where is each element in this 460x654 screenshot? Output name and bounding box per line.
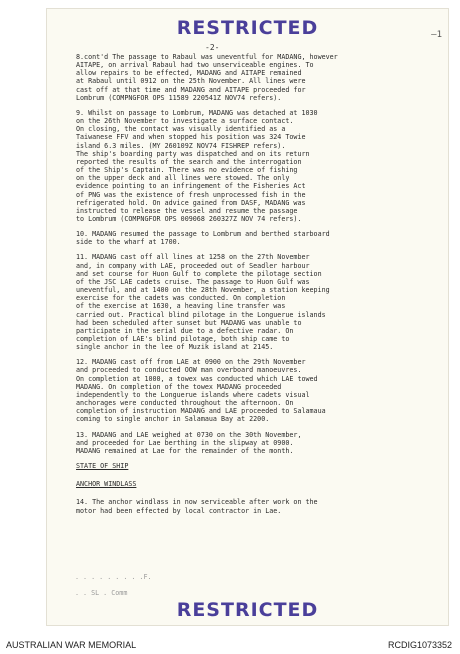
signature-line: . . . . . . . . .F. [75,573,152,581]
paragraph [76,230,416,246]
paragraph-line: independently to the Longuerue islands where cadets visual [76,390,310,399]
paragraph [76,53,416,102]
paragraph [76,431,416,455]
paragraph-line: The ship's boarding party was dispatched and on its return [76,149,310,158]
paragraph-line: cast off at that time and MADANG and AITAPE proceeded for [76,85,306,94]
document-body [76,53,416,522]
paragraph-line: and, in company with LAE, proceeded out of Seadler harbour [76,261,310,270]
paragraph [76,109,416,223]
paragraph-line: refrigerated hold. On advice gained from DASF, MADANG was [76,198,306,207]
paragraph-line: of the JSC LAE cadets cruise. The passage to Huon Gulf was [76,277,310,286]
paragraph-line: 10. MADANG resumed the passage to Lombrum and berthed starboard [76,230,330,239]
archive-credit: AUSTRALIAN WAR MEMORIAL [6,640,137,650]
corner-mark: —1 [431,30,442,40]
subsection-heading-anchor-windlass: ANCHOR WINDLASS [76,480,137,489]
document-page [46,8,449,626]
paragraph-line: on the 26th November to investigate a surface contact. [76,117,294,126]
paragraph-line: at Rabaul until 0912 on the 25th November. All lines were [76,77,306,86]
paragraph-line: of PNG was the existence of fresh unprocessed fish in the [76,190,306,199]
paragraph-line: and set course for Huon Gulf to complete the pilotage section [76,269,322,278]
paragraph-line: On closing, the contact was visually identified as a [76,125,286,134]
paragraph-line: 8.cont'd The passage to Rabaul was uneventful for MADANG, however [76,53,338,61]
paragraph-line: island 6.3 miles. (MY 260109Z NOV74 FISHREP refers). [76,141,286,150]
archive-reference: RCDIG1073352 [387,640,452,650]
paragraph-line: coming to single anchor in Salamaua Bay at 2200. [76,415,270,424]
paragraph-line: 11. MADANG cast off all lines at 1258 on the 27th November [76,253,310,262]
paragraph-line: reported the results of the search and the interrogation [76,157,302,166]
restricted-stamp-bottom: RESTRICTED [176,599,319,621]
paragraph [76,253,416,351]
signature-title: . . SL . Comm [75,589,128,597]
paragraph-14 [76,498,416,514]
paragraph [76,358,416,423]
paragraph-line: On completion at 1000, a towex was conducted which LAE towed [76,374,318,383]
paragraph-line: exercise for the cadets was conducted. On completion [76,294,286,303]
paragraph-line: and proceeded to conducted OOW man overboard manoeuvres. [76,366,302,375]
paragraph-line: MADANG. On completion of the towex MADANG proceeded [76,382,282,391]
paragraph-line: carried out. Practical blind pilotage in the Longuerue islands [76,310,326,319]
paragraph-line: 12. MADANG cast off from LAE at 0900 on the 29th November [76,358,306,367]
paragraph-line: 14. The anchor windlass in now serviceable after work on the [76,498,318,507]
paragraph-line: on the upper deck and all lines were stowed. The only [76,174,290,183]
paragraph-line: motor had been effected by local contractor in Lae. [76,506,282,515]
paragraph-line: to Lombrum (COMPNGFOR OPS 009068 260327Z NOV 74 refers). [76,214,302,223]
paragraph-line: 13. MADANG and LAE weighed at 0730 on the 30th November, [76,430,302,439]
paragraph-line: side to the wharf at 1700. [76,238,181,247]
paragraph-line: MADANG remained at Lae for the remainder of the month. [76,446,294,455]
paragraph-line: single anchor in the lee of Muzik island at 2145. [76,343,274,352]
paragraph-line: 9. Whilst on passage to Lombrum, MADANG was detached at 1030 [76,108,318,117]
paragraph-line: AITAPE, on arrival Rabaul had two unserviceable engines. To [76,61,314,70]
paragraph-line: Taiwanese FFV and when stopped his position was 324 Towie [76,133,306,142]
paragraph-line: anchorages were conducted throughout the afternoon. On [76,399,294,408]
paragraph-line: allow repairs to be effected, MADANG and AITAPE remained [76,69,302,78]
paragraphs [76,53,416,455]
paragraph-line: participate in the serial due to a defective radar. On [76,326,294,335]
paragraph-line: instructed to release the vessel and resume the passage [76,206,298,215]
paragraph-line: Lombrum (COMPNGFOR OPS 11589 220541Z NOV74 refers). [76,93,282,102]
paragraph-line: completion of instruction MADANG and LAE proceeded to Salamaua [76,407,326,416]
section-heading-state-of-ship: STATE OF SHIP [76,462,129,471]
paragraph-line: uneventful, and at 1400 on the 28th November, a station keeping [76,286,330,295]
paragraph-line: and proceeded for Lae berthing in the slipway at 0900. [76,438,294,447]
paragraph-line: completion of LAE's blind pilotage, both ship came to [76,335,290,343]
paragraph-line: of the Ship's Captain. There was no evidence of fishing [76,166,298,175]
page-number: -2- [205,43,220,52]
paragraph-line: evidence pointing to an infringement of the Fisheries Act [76,182,306,191]
paragraph-line: had been scheduled after sunset but MADANG was unable to [76,318,302,327]
restricted-stamp-top: RESTRICTED [176,17,319,39]
paragraph-line: of the exercise at 1630, a heaving line transfer was [76,302,286,311]
